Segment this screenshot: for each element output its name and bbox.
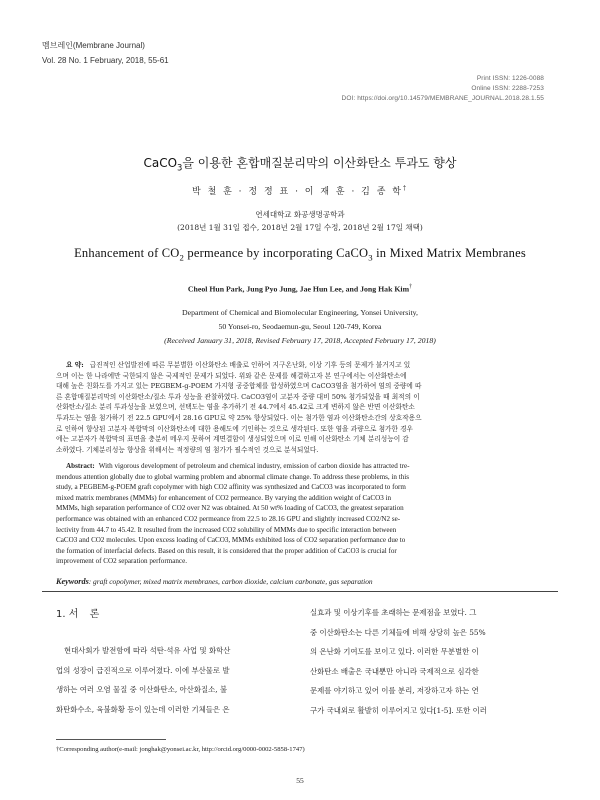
affiliation-english-line2: 50 Yonsei-ro, Seodaemun-gu, Seoul 120-749, Korea bbox=[218, 322, 382, 331]
abstract-english bbox=[56, 461, 544, 567]
abstract-korean-line: 소하였다. 기체분리성능 향상을 위해서는 적정량의 염 첨가가 필수적인 것으로 분석되었다. bbox=[56, 445, 319, 454]
keywords: Keywords: graft copolymer, mixed matrix membranes, carbon dioxide, calcium carbonate, gas separation bbox=[56, 577, 373, 586]
body-line: 실효과 및 이상기후를 초래하는 문제점을 보였다. 그 bbox=[310, 608, 477, 617]
body-line: 화탄화수소, 육불화황 등이 있는데 이러한 기체들은 온 bbox=[56, 704, 230, 714]
abstract-korean-line: 대해 높은 친화도를 가지고 있는 PEGBEM-g-POEM 가지형 공중합체를 합성하였으며 CaCO3염을 첨가하여 염의 중량에 따 bbox=[56, 382, 422, 391]
body-line: 업의 성장이 급진적으로 이루어졌다. 이에 부산물로 발 bbox=[56, 665, 230, 675]
doi-link[interactable]: DOI: https://doi.org/10.14579/MEMBRANE_JOURNAL.2018.28.1.55 bbox=[341, 95, 544, 102]
dates-korean: (2018년 1월 31일 접수, 2018년 2월 17일 수정, 2018년 2월 17일 채택) bbox=[177, 223, 423, 232]
print-issn: Print ISSN: 1226-0088 bbox=[476, 75, 544, 82]
body-line: 생하는 여러 오염 물질 중 이산화탄소, 아산화질소, 불 bbox=[56, 685, 228, 695]
abstract-korean-line: 으며 이는 한 나라에만 국한되지 않은 국제적인 문제가 되었다. 위와 같은 문제를 해결하고자 본 연구에서는 이산화탄소에 bbox=[56, 371, 407, 380]
keywords-label: Keywords bbox=[56, 577, 89, 586]
body-line: 현대사회가 발전함에 따라 석탄·석유 사업 및 화학산 bbox=[64, 646, 231, 655]
abstract-korean-line: 른 혼합매질분리막의 이산화탄소/질소 투과 성능을 관찰하였다. CaCO3염이 고분자 중량 대비 50% 첨가되었을 때 최적의 이 bbox=[56, 392, 420, 401]
abstract-korean-label: 요 약: bbox=[66, 361, 84, 369]
divider bbox=[42, 591, 558, 592]
dates-english: (Received January 31, 2018, Revised February 17, 2018, Accepted February 17, 2018) bbox=[164, 336, 436, 345]
footnote-divider bbox=[56, 739, 166, 740]
body-column-left bbox=[56, 641, 288, 719]
title-english: Enhancement of $CO_2$ permeance by incorporating CaCO$_3$ in Mixed Matrix Membranes bbox=[74, 246, 526, 263]
abstract-english-label: Abstract: bbox=[66, 462, 95, 470]
abstract-english-line: the formation of interfacial defects. Based on this result, it is considered that the proper addition of CaCO3 is crucial for bbox=[56, 546, 397, 555]
abstract-korean bbox=[56, 360, 544, 455]
abstract-korean-line: 투과도는 염을 첨가하기 전 22.5 GPU에서 28.16 GPU로 약 25% 향상되었다. 이는 첨가한 염과 이산화탄소간의 상호작용으 bbox=[56, 413, 422, 422]
abstract-english-line: mixed matrix membranes (MMMs) for enhancement of CO2 permeance. By varying the addition weight of CaCO3 in bbox=[56, 493, 392, 502]
affiliation-korean: 연세대학교 화공생명공학과 bbox=[255, 210, 345, 219]
abstract-english-line: improvement of CO2 separation performance. bbox=[56, 557, 187, 566]
body-line: 구가 국내외로 활발히 이루어지고 있다[1-5]. 또한 이러 bbox=[310, 705, 487, 715]
body-line: 의 온난화 기여도를 보이고 있다. 이러한 무분별한 이 bbox=[310, 647, 479, 657]
authors-english: Cheol Hun Park, Jung Pyo Jung, Jae Hun Lee, and Jong Hak Kim† bbox=[187, 284, 413, 294]
body-line: 산화탄소 배출은 국내뿐만 아니라 국제적으로 심각한 bbox=[310, 666, 479, 676]
abstract-english-line: lectivity from 44.7 to 45.42. It resulted from the increased CO2 solubility of MMMs due to specific interaction between bbox=[56, 525, 397, 534]
abstract-english-line: CaCO3 and CO2 molecules. Upon excess loading of CaCO3, MMMs exhibited loss of CO2 separation performance due to bbox=[56, 536, 406, 545]
online-issn: Online ISSN: 2288-7253 bbox=[471, 85, 544, 92]
abstract-english-line: MMMs, high separation performance of CO2 over N2 was obtained. At 50 wt% loading of CaCO3, the greatest separation bbox=[56, 504, 404, 513]
abstract-korean-line: 로 인하여 향상된 고분자 복합막의 이산화탄소에 대한 용해도에 기인하는 것으로 생각된다. 또한 염을 과량으로 첨가한 경우 bbox=[56, 424, 414, 433]
authors-korean: 박 철 훈 · 정 정 표 · 이 재 훈 · 김 종 학† bbox=[192, 185, 408, 197]
journal-name: 멤브레인(Membrane Journal) bbox=[42, 41, 145, 50]
corresponding-mark: † bbox=[409, 284, 413, 290]
corresponding-author-footnote: †Corresponding author(e-mail: jonghak@yonsei.ac.kr, http://orcid.org/0000-0002-5858-1747) bbox=[56, 746, 305, 753]
abstract-korean-line: 산화탄소/질소 분리 투과성능을 보였으며, 선택도는 염을 추가하기 전 44.7에서 45.42로 크게 변하지 않은 반면 이산화탄소 bbox=[56, 403, 415, 412]
page-number: 55 bbox=[296, 776, 304, 785]
corresponding-mark: † bbox=[402, 185, 408, 192]
abstract-english-line: Abstract: With vigorous development of petroleum and chemical industry, emission of carbon dioxide has attracted tre- bbox=[66, 462, 410, 470]
journal-volume-info: Vol. 28 No. 1 February, 2018, 55-61 bbox=[42, 56, 169, 65]
section-heading-introduction: 1. 서 론 bbox=[56, 609, 104, 620]
abstract-korean-line: 에는 고분자가 복합막의 표면을 충분히 메우지 못하여 계면결함이 생성되었으며 이로 인해 이산화탄소 기체 분리성능이 감 bbox=[56, 435, 409, 444]
affiliation-english-line1: Department of Chemical and Biomolecular Engineering, Yonsei University, bbox=[182, 308, 418, 317]
body-column-right bbox=[310, 603, 542, 721]
abstract-korean-line: 요 약: 급진적인 산업발전에 따른 무분별한 이산화탄소 배출로 인하여 지구온난화, 이상 기후 등의 문제가 불거지고 있 bbox=[66, 361, 411, 369]
abstract-english-line: mendous attention globally due to global warming problem and abnormal climate change. To address these problems, in this bbox=[56, 472, 409, 481]
body-line: 중 이산화탄소는 다른 기체들에 비해 상당히 높은 55% bbox=[310, 627, 486, 637]
body-line: 문제를 야기하고 있어 이를 분리, 저장하고자 하는 연 bbox=[310, 686, 479, 696]
title-korean: CaCO$_3$을 이용한 혼합매질분리막의 이산화탄소 투과도 향상 bbox=[143, 156, 457, 173]
abstract-english-line: performance was obtained with an enhanced CO2 permeance from 22.5 to 28.16 GPU and slightly increased CO2/N2 se- bbox=[56, 514, 401, 523]
abstract-english-line: study, a PEGBEM-g-POEM graft copolymer with high CO2 affinity was synthesized and CaCO3 was incorporated to form bbox=[56, 483, 406, 492]
